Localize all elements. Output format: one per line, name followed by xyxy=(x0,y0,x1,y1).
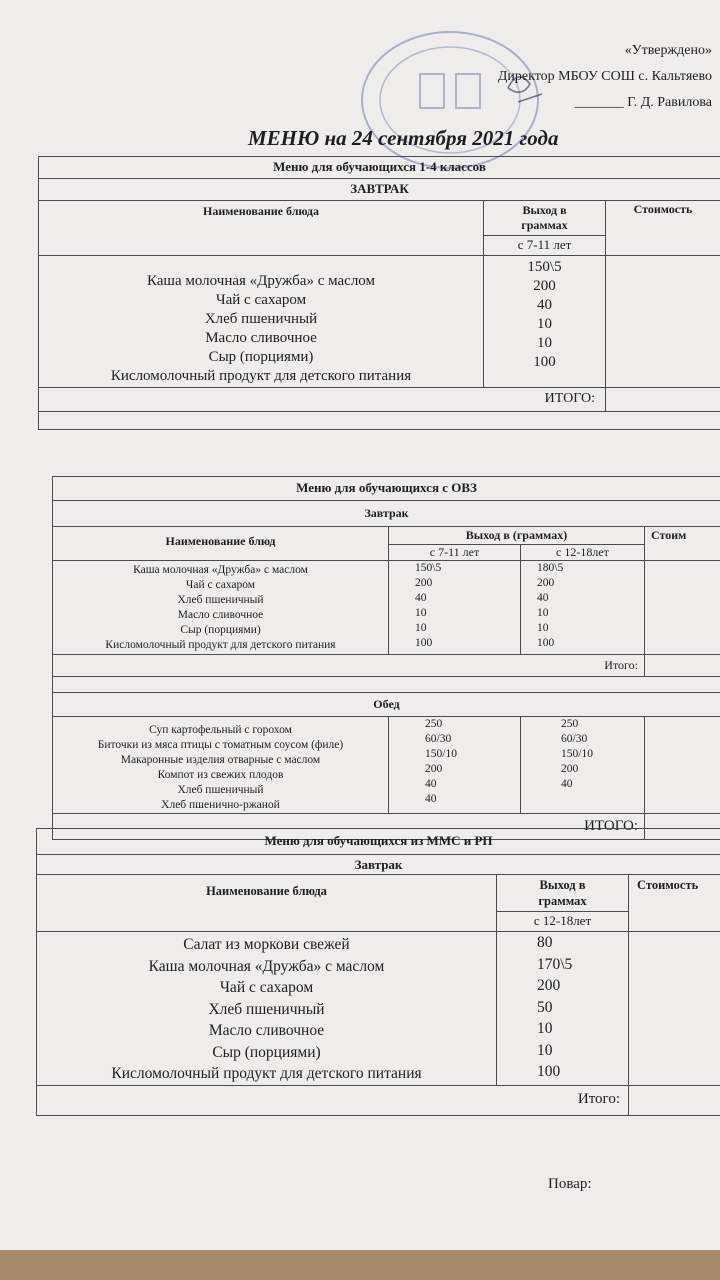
column-header-dish: Наименование блюд xyxy=(53,527,389,561)
dish-item: Кисломолочный продукт для детского питания xyxy=(111,1065,422,1082)
dish-item: Масло сливочное xyxy=(205,330,317,346)
yield-value: 100 xyxy=(537,637,555,649)
dish-item: Масло сливочное xyxy=(208,1022,325,1039)
dish-item: Каша молочная «Дружба» с маслом xyxy=(133,564,308,576)
cost-cell xyxy=(629,932,720,1086)
section-heading: Меню для обучающихся 1-4 классов xyxy=(39,157,720,179)
yield-value: 170\5 xyxy=(537,955,573,973)
approval-block xyxy=(462,38,712,116)
dish-item: Хлеб пшеничный xyxy=(204,311,318,327)
yield-value: 100 xyxy=(533,354,556,370)
yield-value: 10 xyxy=(537,335,552,351)
dish-list xyxy=(37,932,497,1086)
yield-value: 150/10 xyxy=(425,748,457,760)
total-value-cell xyxy=(629,1085,720,1115)
yield-value: 10 xyxy=(537,316,552,332)
dish-item: Сыр (порциями) xyxy=(180,624,261,636)
cook-signature-label: Повар: xyxy=(548,1176,592,1192)
cost-cell xyxy=(645,561,720,655)
dish-item: Салат из моркови свежей xyxy=(183,936,350,953)
section-heading: Меню для обучающихся с ОВЗ xyxy=(53,477,720,501)
column-header-yield: Выход в (граммах) xyxy=(389,527,645,545)
dish-item: Масло сливочное xyxy=(177,609,264,621)
yield-value: 40 xyxy=(561,778,573,790)
dish-item: Чай с сахаром xyxy=(219,979,314,996)
dish-item: Суп картофельный с горохом xyxy=(149,724,292,736)
dish-list xyxy=(53,717,389,814)
table-surface xyxy=(0,1250,720,1280)
total-label: Итого: xyxy=(53,655,645,677)
dish-item: Компот из свежих плодов xyxy=(157,769,284,781)
yield-value: 10 xyxy=(537,1020,553,1037)
yield-value: 40 xyxy=(415,592,427,604)
meal-heading: Обед xyxy=(53,693,720,717)
yield-value: 10 xyxy=(537,622,549,634)
total-value-cell xyxy=(645,655,720,677)
yield-value: 200 xyxy=(415,577,433,589)
age-group-7-11: с 7-11 лет xyxy=(389,545,521,561)
yield-value: 100 xyxy=(537,1063,561,1080)
yield-value: 180\5 xyxy=(537,562,564,574)
yield-list-7-11 xyxy=(389,717,521,814)
approval-label: «Утверждено» xyxy=(624,43,712,58)
yield-list-12-18 xyxy=(521,561,645,655)
dish-list xyxy=(39,256,484,388)
dish-item: Хлеб пшеничный xyxy=(177,594,264,606)
approval-signature: _______ Г. Д. Равилова xyxy=(574,95,712,110)
yield-value: 50 xyxy=(537,998,553,1016)
cost-cell xyxy=(645,717,720,814)
total-label: ИТОГО: xyxy=(39,388,606,412)
dish-item: Каша молочная «Дружба» с маслом xyxy=(146,273,376,289)
yield-value: 10 xyxy=(537,607,549,619)
page-title: МЕНЮ на 24 сентября 2021 года xyxy=(248,126,559,150)
yield-value: 200 xyxy=(537,977,561,994)
column-header-yield: Выход в граммах xyxy=(497,875,629,912)
yield-list-7-11 xyxy=(389,561,521,655)
cost-cell xyxy=(606,256,720,388)
yield-value: 40 xyxy=(537,592,549,604)
dish-item: Хлеб пшенично-ржаной xyxy=(161,799,280,811)
dish-item: Сыр (порциями) xyxy=(212,1043,321,1061)
yield-list xyxy=(497,932,629,1086)
yield-value: 40 xyxy=(537,297,552,313)
column-header-yield: Выход в граммах xyxy=(484,201,606,236)
menu-table-mms-rp xyxy=(36,828,720,1116)
spacer-row xyxy=(39,412,720,430)
column-header-dish: Наименование блюда xyxy=(37,875,497,932)
yield-value: 250 xyxy=(561,718,579,730)
dish-item: Сыр (порциями) xyxy=(208,349,314,365)
yield-value: 200 xyxy=(533,278,556,294)
yield-value: 200 xyxy=(561,763,579,775)
dish-item: Кисломолочный продукт для детского питания xyxy=(105,639,336,651)
dish-item: Кисломолочный продукт для детского питания xyxy=(110,368,412,384)
column-header-dish: Наименование блюда xyxy=(39,201,484,256)
yield-value: 60/30 xyxy=(425,733,452,745)
yield-value: 200 xyxy=(537,577,555,589)
yield-value: 150\5 xyxy=(415,562,442,574)
menu-table-grades-1-4 xyxy=(38,156,720,430)
column-header-cost: Стоимость xyxy=(606,201,720,256)
section-heading: Меню для обучающихся из ММС и РП xyxy=(37,829,720,855)
approval-director: Директор МБОУ СОШ с. Кальтяево xyxy=(497,69,712,84)
age-group-label: с 12-18лет xyxy=(497,912,629,932)
total-value-cell xyxy=(606,388,720,412)
yield-value: 200 xyxy=(425,763,443,775)
menu-table-ovz xyxy=(52,476,720,840)
dish-list xyxy=(53,561,389,655)
yield-value: 80 xyxy=(537,934,553,951)
yield-value: 100 xyxy=(415,637,433,649)
dish-item: Каша молочная «Дружба» с маслом xyxy=(148,957,385,975)
column-header-cost: Стоимость xyxy=(629,875,720,932)
dish-item: Макаронные изделия отварные с маслом xyxy=(120,754,321,766)
yield-value: 10 xyxy=(537,1041,553,1059)
yield-value: 10 xyxy=(415,607,427,619)
yield-value: 250 xyxy=(425,718,443,730)
yield-list-12-18 xyxy=(521,717,645,814)
dish-item: Биточки из мяса птицы с томатным соусом (филе) xyxy=(97,739,344,751)
dish-item: Чай с сахаром xyxy=(185,579,256,591)
yield-list xyxy=(484,256,606,388)
age-group-12-18: с 12-18лет xyxy=(521,545,645,561)
column-header-cost: Стоим xyxy=(645,527,720,561)
meal-heading: ЗАВТРАК xyxy=(39,179,720,201)
dish-item: Хлеб пшеничный xyxy=(208,1000,325,1018)
total-label: Итого: xyxy=(37,1085,629,1115)
dish-item: Хлеб пшеничный xyxy=(177,784,264,796)
age-group-label: с 7-11 лет xyxy=(484,236,606,256)
yield-value: 10 xyxy=(415,622,427,634)
yield-value: 150\5 xyxy=(527,259,562,275)
dish-item: Чай с сахаром xyxy=(215,292,307,308)
spacer-row xyxy=(53,677,720,693)
yield-value: 40 xyxy=(425,778,437,790)
yield-value: 60/30 xyxy=(561,733,588,745)
yield-value: 150/10 xyxy=(561,748,593,760)
meal-heading: Завтрак xyxy=(37,855,720,875)
total-label: ИТОГО: xyxy=(53,814,645,840)
meal-heading: Завтрак xyxy=(53,501,720,527)
yield-value: 40 xyxy=(425,793,437,805)
